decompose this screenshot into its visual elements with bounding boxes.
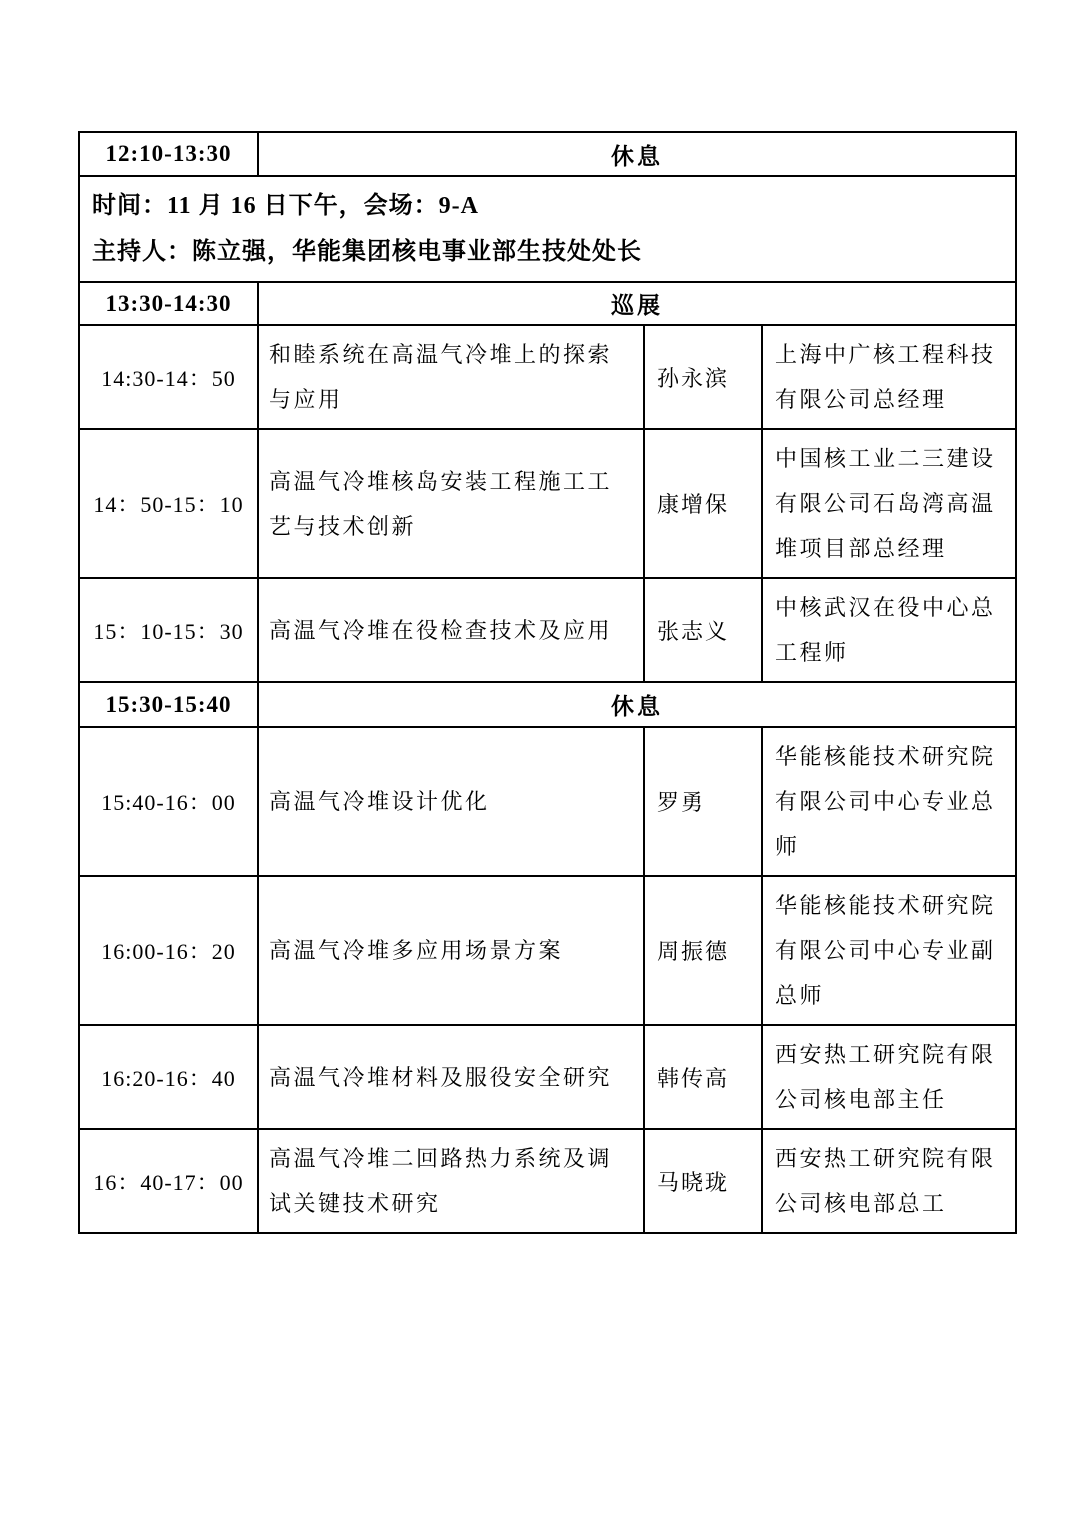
speaker-cell: 周振德 — [644, 876, 762, 1025]
table-row-session — [79, 325, 1016, 429]
talk-title-cell: 高温气冷堆核岛安装工程施工工艺与技术创新 — [258, 429, 644, 578]
info-line-time: 时间：11 月 16 日下午，会场：9-A — [92, 193, 479, 219]
table-row-break — [79, 282, 1016, 325]
time-cell: 13:30-14:30 — [79, 282, 258, 325]
affiliation-cell: 中国核工业二三建设有限公司石岛湾高温堆项目部总经理 — [762, 429, 1016, 578]
speaker-cell: 孙永滨 — [644, 325, 762, 429]
table-row-session — [79, 876, 1016, 1025]
talk-title-cell: 高温气冷堆材料及服役安全研究 — [258, 1025, 644, 1129]
affiliation-cell: 上海中广核工程科技有限公司总经理 — [762, 325, 1016, 429]
table-row-session — [79, 429, 1016, 578]
speaker-cell: 张志义 — [644, 578, 762, 682]
affiliation-cell: 华能核能技术研究院有限公司中心专业副总师 — [762, 876, 1016, 1025]
time-cell: 16：40-17：00 — [79, 1129, 258, 1233]
time-cell: 14：50-15：10 — [79, 429, 258, 578]
time-cell: 16:20-16：40 — [79, 1025, 258, 1129]
time-cell: 12:10-13:30 — [79, 132, 258, 176]
schedule-table — [78, 131, 1017, 1234]
affiliation-cell: 西安热工研究院有限公司核电部主任 — [762, 1025, 1016, 1129]
speaker-cell: 马晓珑 — [644, 1129, 762, 1233]
speaker-cell: 康增保 — [644, 429, 762, 578]
time-cell: 15：10-15：30 — [79, 578, 258, 682]
time-cell: 14:30-14：50 — [79, 325, 258, 429]
table-row-session — [79, 578, 1016, 682]
table-row-info — [79, 176, 1016, 282]
time-cell: 15:30-15:40 — [79, 682, 258, 727]
speaker-cell: 罗勇 — [644, 727, 762, 876]
table-row-session — [79, 1025, 1016, 1129]
time-cell: 15:40-16：00 — [79, 727, 258, 876]
speaker-cell: 韩传高 — [644, 1025, 762, 1129]
talk-title-cell: 高温气冷堆二回路热力系统及调试关键技术研究 — [258, 1129, 644, 1233]
break-label-cell: 休息 — [258, 132, 1016, 176]
affiliation-cell: 中核武汉在役中心总工程师 — [762, 578, 1016, 682]
table-row-break — [79, 682, 1016, 727]
affiliation-cell: 华能核能技术研究院有限公司中心专业总师 — [762, 727, 1016, 876]
talk-title-cell: 和睦系统在高温气冷堆上的探索与应用 — [258, 325, 644, 429]
table-row-session — [79, 1129, 1016, 1233]
session-info-cell — [79, 176, 1016, 282]
table-row-break — [79, 132, 1016, 176]
talk-title-cell: 高温气冷堆设计优化 — [258, 727, 644, 876]
break-label-cell: 休息 — [258, 682, 1016, 727]
talk-title-cell: 高温气冷堆多应用场景方案 — [258, 876, 644, 1025]
talk-title-cell: 高温气冷堆在役检查技术及应用 — [258, 578, 644, 682]
break-label-cell: 巡展 — [258, 282, 1016, 325]
affiliation-cell: 西安热工研究院有限公司核电部总工 — [762, 1129, 1016, 1233]
table-row-session — [79, 727, 1016, 876]
time-cell: 16:00-16：20 — [79, 876, 258, 1025]
info-line-host: 主持人：陈立强，华能集团核电事业部生技处处长 — [92, 239, 642, 265]
